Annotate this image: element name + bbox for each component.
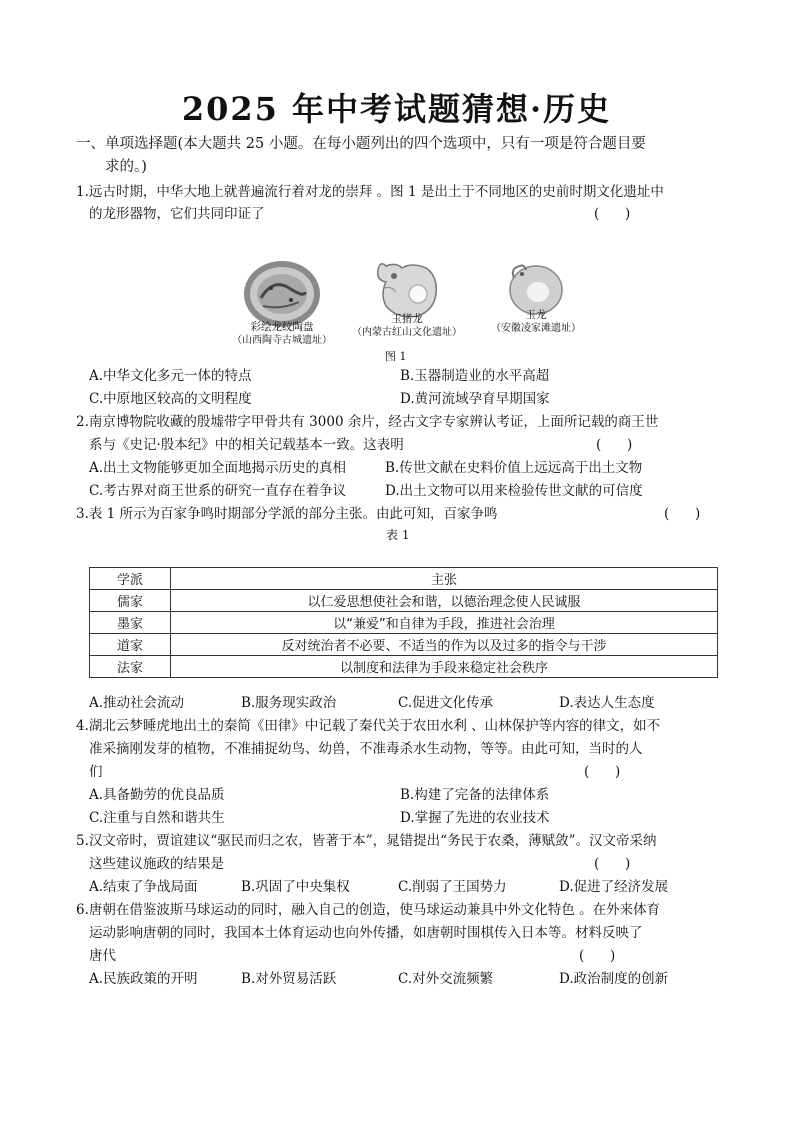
table-cell-idea: 以制度和法律为手段来稳定社会秩序 <box>171 656 718 678</box>
q1-stem-line2: 的龙形器物，它们共同印证了 <box>89 206 265 222</box>
q4-stem-line1: 4.湖北云梦睡虎地出土的秦简《田律》中记载了秦代关于农田水利 、山林保护等内容的律文，如不 <box>76 718 661 734</box>
table-cell-idea: 反对统治者不必要、不适当的作为以及过多的指令与干涉 <box>171 634 718 656</box>
table-1 <box>89 567 718 678</box>
artifact-3-site: （安徽凌家滩遗址） <box>491 323 581 334</box>
table-row <box>90 612 718 634</box>
q4-option-a[interactable]: A.具备勤劳的优良品质 <box>89 787 225 803</box>
q5-stem-line1: 5.汉文帝时，贾谊建议“驱民而归之农，皆著于本”，晁错提出“务民于农桑，薄赋敛”。汉文帝采纳 <box>76 833 657 849</box>
q4-option-d[interactable]: D.掌握了先进的农业技术 <box>400 810 550 826</box>
q2-option-d[interactable]: D.出土文物可以用来检验传世文献的可信度 <box>385 483 643 499</box>
q5-option-a[interactable]: A.结束了争战局面 <box>89 879 198 895</box>
q6-stem-line2: 运动影响唐朝的同时，我国本土体育运动也向外传播，如唐朝时围棋传入日本等。材料反映了 <box>89 925 643 941</box>
q3-stem-line1: 3.表 1 所示为百家争鸣时期部分学派的部分主张。由此可知，百家争鸣 <box>76 506 498 522</box>
q5-answer-blank[interactable]: ( ) <box>594 856 631 872</box>
q1-option-c[interactable]: C.中原地区较高的文明程度 <box>89 391 252 407</box>
q3-option-d[interactable]: D.表达人生态度 <box>559 695 655 711</box>
q4-option-c[interactable]: C.注重与自然和谐共生 <box>89 810 225 826</box>
q2-answer-blank[interactable]: ( ) <box>596 437 633 453</box>
q6-option-c[interactable]: C.对外交流频繁 <box>398 971 494 987</box>
table-cell-school: 墨家 <box>90 612 171 634</box>
artifact-1-name: 彩绘龙纹陶盘 <box>250 321 314 333</box>
table-1-caption: 表 1 <box>386 528 410 542</box>
table-row <box>90 590 718 612</box>
table-header-school: 学派 <box>90 568 171 590</box>
artifact-jade-pig-dragon <box>347 258 467 339</box>
q4-stem-line2: 准采摘刚发芽的植物，不准捕捉幼鸟、幼兽，不准毒杀水生动物，等等。由此可知，当时的人 <box>89 741 643 757</box>
q2-option-a[interactable]: A.出土文物能够更加全面地揭示历史的真相 <box>89 460 347 476</box>
q1-option-d[interactable]: D.黄河流域孕育早期国家 <box>400 391 550 407</box>
artifact-jade-dragon <box>476 258 596 335</box>
artifact-3-name: 玉龙 <box>525 309 547 321</box>
q5-option-b[interactable]: B.巩固了中央集权 <box>241 879 350 895</box>
q5-option-c[interactable]: C.削弱了王国势力 <box>398 879 507 895</box>
q3-answer-blank[interactable]: ( ) <box>664 506 701 522</box>
q6-stem-line1: 6.唐朝在借鉴波斯马球运动的同时，融入自己的创造，使马球运动兼具中外文化特色 。在外来体育 <box>76 902 661 918</box>
artifact-2-name: 玉猪龙 <box>391 313 423 325</box>
q6-option-b[interactable]: B.对外贸易活跃 <box>241 971 337 987</box>
q6-option-d[interactable]: D.政治制度的创新 <box>559 971 669 987</box>
q5-stem-line2: 这些建议施政的结果是 <box>89 856 224 872</box>
q6-stem-line3: 唐代 <box>89 948 116 964</box>
table-row <box>90 634 718 656</box>
q1-option-b[interactable]: B.玉器制造业的水平高超 <box>400 368 550 384</box>
q3-option-c[interactable]: C.促进文化传承 <box>398 695 494 711</box>
q6-answer-blank[interactable]: ( ) <box>579 948 616 964</box>
q2-option-c[interactable]: C.考古界对商王世系的研究一直存在着争议 <box>89 483 347 499</box>
artifact-1-site: （山西陶寺古城遗址） <box>232 335 332 346</box>
table-header-row <box>90 568 718 590</box>
q4-option-b[interactable]: B.构建了完备的法律体系 <box>400 787 550 803</box>
figure-1-caption: 图 1 <box>385 350 407 363</box>
figure-1 <box>222 258 602 362</box>
q4-stem-line3: 们 <box>89 764 103 780</box>
exam-title: 2025 年中考试题猜想·历史 <box>181 90 612 128</box>
section-instruction-line1: 一、单项选择题(本大题共 25 小题。在每小题列出的四个选项中，只有一项是符合题目要 <box>76 136 646 152</box>
table-cell-school: 法家 <box>90 656 171 678</box>
artifact-2-site: （内蒙古红山文化遗址） <box>352 327 462 338</box>
q1-answer-blank[interactable]: ( ) <box>594 206 631 222</box>
table-cell-school: 儒家 <box>90 590 171 612</box>
q2-stem-line1: 2.南京博物院收藏的殷墟带字甲骨共有 3000 余片，经古文字专家辨认考证，上面所记载的商王世 <box>76 414 659 430</box>
q1-stem-line1: 1.远古时期，中华大地上就普遍流行着对龙的崇拜 。图 1 是出土于不同地区的史前时期文化遗址中 <box>76 184 664 200</box>
table-cell-idea: 以“兼爱”和自律为手段，推进社会治理 <box>171 612 718 634</box>
q4-answer-blank[interactable]: ( ) <box>584 764 621 780</box>
section-instruction-line2: 求的。) <box>105 159 147 175</box>
table-row <box>90 656 718 678</box>
q2-stem-line2: 系与《史记·殷本纪》中的相关记载基本一致。这表明 <box>89 437 404 453</box>
q1-option-a[interactable]: A.中华文化多元一体的特点 <box>89 368 252 384</box>
table-header-idea: 主张 <box>171 568 718 590</box>
table-cell-idea: 以仁爱思想使社会和谐，以德治理念使人民诚服 <box>171 590 718 612</box>
table-cell-school: 道家 <box>90 634 171 656</box>
q3-option-b[interactable]: B.服务现实政治 <box>241 695 337 711</box>
q5-option-d[interactable]: D.促进了经济发展 <box>559 879 669 895</box>
q2-option-b[interactable]: B.传世文献在史料价值上远远高于出土文物 <box>385 460 643 476</box>
q3-option-a[interactable]: A.推动社会流动 <box>89 695 185 711</box>
q6-option-a[interactable]: A.民族政策的开明 <box>89 971 198 987</box>
artifact-painted-pottery-plate <box>222 258 342 347</box>
